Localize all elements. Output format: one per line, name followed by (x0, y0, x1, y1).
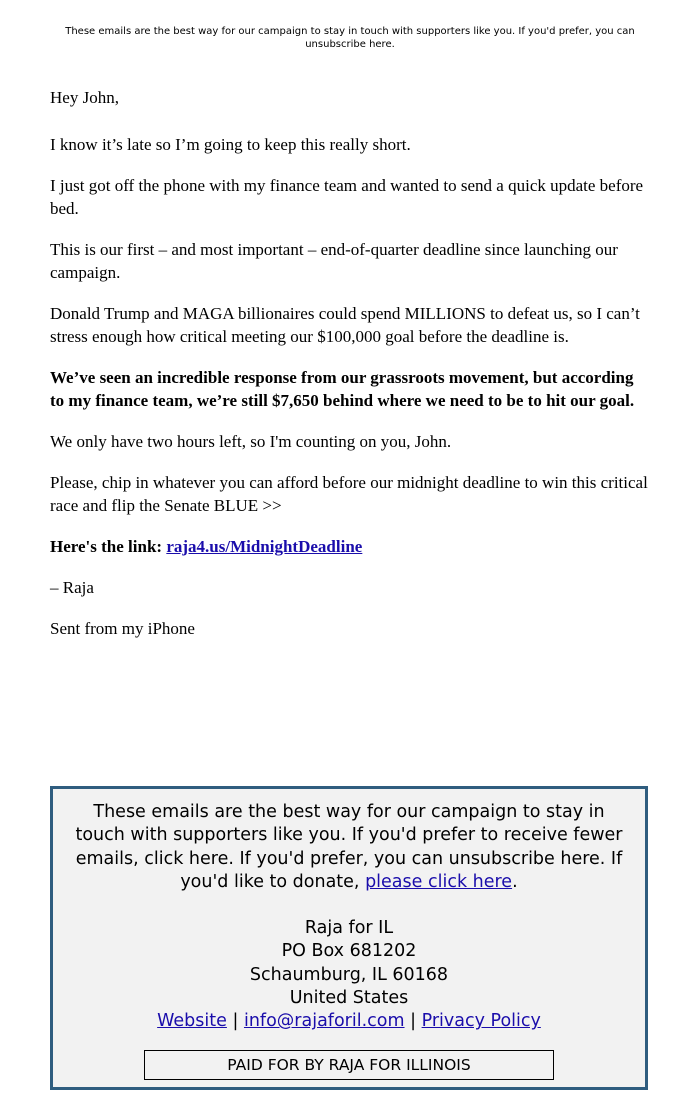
footer-address (53, 917, 645, 1010)
paragraph-counting: We only have two hours left, so I'm counting on you, John. (50, 432, 452, 451)
city-line: Schaumburg, IL 60168 (249, 964, 449, 985)
paragraph-goal: Donald Trump and MAGA billionaires could spend MILLIONS to defeat us, so I can’t stress enough how critical meeting our $100,000 goal before the deadline is. (50, 304, 640, 346)
link-label: Here's the link: (50, 537, 163, 556)
email-link[interactable]: info@rajaforil.com (243, 1011, 405, 1032)
footer-links (53, 1010, 645, 1033)
paragraph-deadline: This is our first – and most important – end-of-quarter deadline since launching our campaign. (50, 240, 618, 282)
paragraph-shortfall: We’ve seen an incredible response from our grassroots movement, but according to my finance team, we’re still $7,650 behind where we need to be to hit our goal. (50, 368, 635, 410)
privacy-policy-link[interactable]: Privacy Policy (421, 1011, 541, 1032)
po-box: PO Box 681202 (281, 941, 417, 962)
org-name: Raja for IL (304, 918, 394, 939)
paid-for-disclaimer: PAID FOR BY RAJA FOR ILLINOIS (144, 1050, 554, 1080)
footer-donate-link[interactable]: please click here (365, 871, 513, 892)
donate-link[interactable]: raja4.us/MidnightDeadline (166, 537, 363, 556)
greeting: Hey John, (50, 88, 119, 107)
footer-notice-end: . (512, 871, 518, 892)
footer-notice (67, 801, 631, 894)
paragraph-finance-team: I just got off the phone with my finance team and wanted to send a quick update before bed. (50, 176, 644, 218)
sent-from: Sent from my iPhone (50, 619, 195, 638)
paragraph-chip-in: Please, chip in whatever you can afford before our midnight deadline to win this critical race and flip the Senate BLUE >> (50, 473, 648, 515)
country: United States (289, 988, 409, 1009)
link-line (50, 535, 650, 558)
footer-notice-text: These emails are the best way for our campaign to stay in touch with supporters like you. If you'd prefer to receive fewer emails, click here. If you'd prefer, you can unsubscribe here. If you'd like to donate, (75, 802, 623, 892)
paragraph-intro: I know it’s late so I’m going to keep this really short. (50, 135, 411, 154)
preheader-text: These emails are the best way for our campaign to stay in touch with supporters like you. If you'd prefer, you can unsubscribe here. (65, 26, 635, 50)
footer-box (50, 786, 648, 1090)
separator: | (232, 1011, 239, 1032)
email-body (50, 86, 650, 658)
website-link[interactable]: Website (157, 1011, 227, 1032)
separator: | (410, 1011, 417, 1032)
signature: – Raja (50, 578, 94, 597)
